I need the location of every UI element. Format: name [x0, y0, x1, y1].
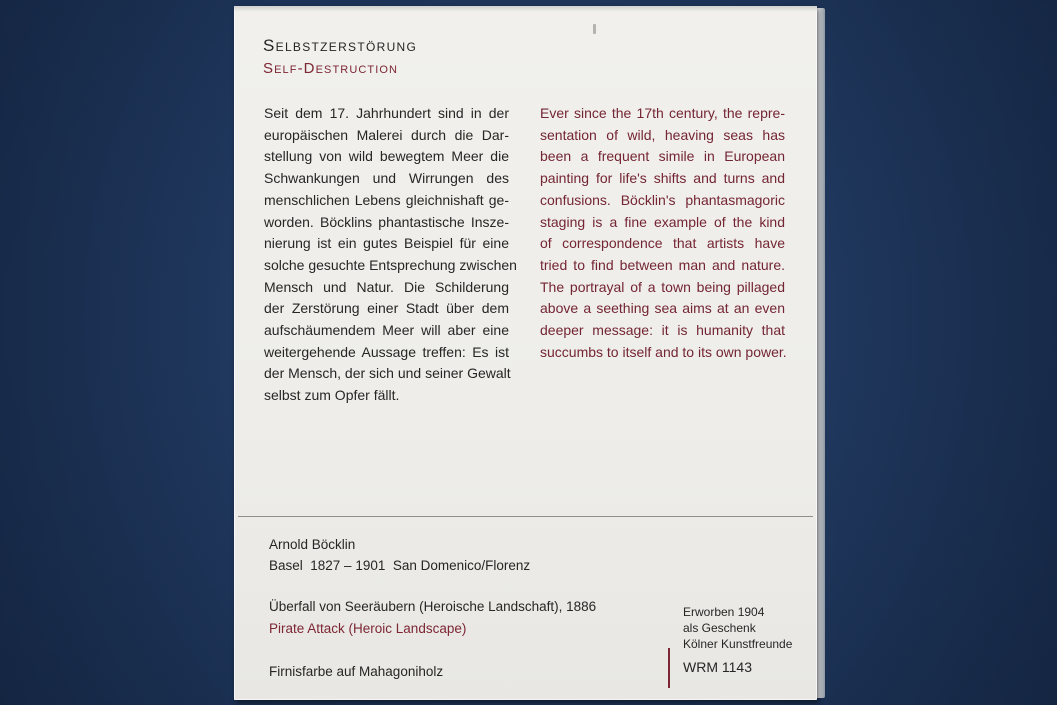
text-line: selbst zum Opfer fällt.	[264, 387, 400, 404]
text-line: deeper message: it is humanity that	[540, 322, 785, 339]
artist-name: Arnold Böcklin	[269, 537, 356, 552]
medium: Firnisfarbe auf Mahagoniholz	[269, 664, 444, 679]
text-line: been a frequent simile in European	[540, 148, 785, 165]
text-line: painting for life's shifts and turns and	[540, 170, 785, 187]
acquisition-note	[683, 604, 792, 652]
text-line: tried to find between man and nature.	[540, 256, 785, 273]
pin-mark	[593, 24, 596, 34]
divider-line	[238, 516, 813, 517]
title-english: Self-Destruction	[263, 60, 399, 77]
text-english	[540, 103, 785, 363]
text-line: staging is a fine example of the kind	[540, 213, 785, 230]
work-title-german: Überfall von Seeräubern (Heroische Landschaft), 1886	[269, 599, 597, 614]
text-line: nierung ist ein gutes Beispiel für eine	[264, 235, 509, 252]
text-line: worden. Böcklins phantastische Insze-	[264, 213, 509, 230]
text-line: stellung von wild bewegtem Meer die	[264, 148, 509, 165]
text-line: der Mensch, der sich und seiner Gewalt	[264, 365, 511, 382]
text-line: der Zerstörung einer Stadt über dem	[264, 300, 509, 317]
acquisition-line: als Geschenk	[683, 621, 756, 635]
text-line: solche gesuchte Entsprechung zwischen	[264, 256, 517, 273]
text-line: The portrayal of a town being pillaged	[540, 278, 785, 295]
museum-label	[234, 6, 817, 700]
title-german: Selbstzerstörung	[263, 36, 418, 55]
artist-dates: Basel 1827 – 1901 San Domenico/Florenz	[269, 558, 531, 573]
text-line: Ever since the 17th century, the repre-	[540, 105, 785, 121]
text-line: aufschäumendem Meer will aber eine	[264, 322, 509, 339]
text-line: Seit dem 17. Jahrhundert sind in der	[264, 105, 509, 121]
text-line: menschlichen Lebens gleichnishaft ge-	[264, 191, 509, 208]
wall-shadow-left	[0, 0, 232, 705]
work-title-english: Pirate Attack (Heroic Landscape)	[269, 621, 467, 636]
text-german	[264, 103, 517, 407]
text-line: of correspondence that artists have	[540, 235, 785, 252]
text-line: above a seething sea aims at an even	[540, 300, 785, 317]
text-line: succumbs to itself and to its own power.	[540, 343, 787, 360]
text-line: Schwankungen und Wirrungen des	[264, 170, 509, 187]
wall-shadow-right	[819, 0, 1057, 705]
text-line: Mensch und Natur. Die Schilderung	[264, 278, 509, 295]
acquisition-line: Kölner Kunstfreunde	[683, 637, 793, 651]
text-line: weitergehende Aussage treffen: Es ist	[264, 343, 509, 360]
text-line: confusions. Böcklin's phantasmagoric	[540, 191, 785, 208]
inventory-number: WRM 1143	[683, 659, 752, 675]
text-line: europäischen Malerei durch die Dar-	[264, 126, 509, 143]
acquisition-line: Erworben 1904	[683, 605, 765, 619]
inventory-bar	[668, 648, 670, 688]
text-line: sentation of wild, heaving seas has	[540, 126, 785, 143]
